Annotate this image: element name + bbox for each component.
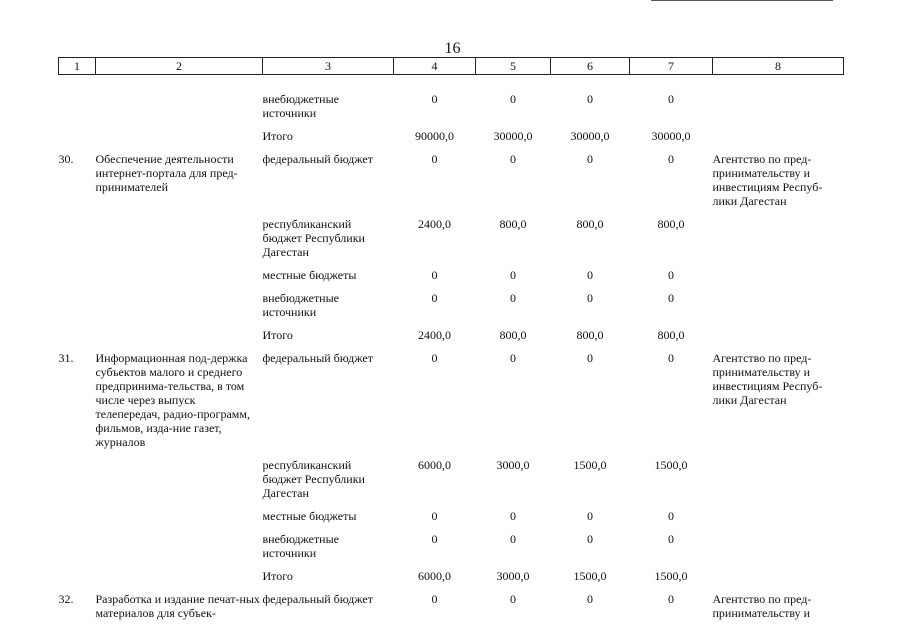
activity-name: Информационная под-держка субъектов малого и среднего предпринима-тельства, в том числе через выпуск телепередач, радио-программ, фильмов, изда-ние газет, журналов: [95, 351, 250, 449]
funding-source: местные бюджеты: [262, 268, 357, 282]
executor-cell: Агентство по пред-принимательству и инвестициям Респуб-лики Дагестан: [712, 152, 823, 208]
value-cell: 0: [431, 268, 438, 282]
value-cell: 0: [587, 291, 593, 305]
activity-name: [96, 500, 263, 523]
value-cell: 6000,0: [418, 569, 451, 583]
value-cell: 0: [668, 509, 674, 523]
program-table: [58, 57, 844, 620]
value-cell: 0: [587, 592, 593, 606]
value-cell: 0: [668, 268, 674, 282]
value-cell: 1500,0: [573, 569, 607, 583]
row-number: [59, 282, 96, 319]
executor-cell: [713, 75, 844, 121]
value-cell: 0: [510, 291, 516, 305]
value-cell: 0: [510, 92, 516, 106]
activity-name: [96, 208, 263, 259]
activity-name: [96, 523, 263, 560]
funding-source: федеральный бюджет: [262, 592, 373, 606]
activity-name: [96, 259, 263, 282]
executor-cell: [713, 120, 844, 143]
value-cell: 0: [587, 532, 593, 546]
value-cell: 0: [431, 152, 438, 166]
header-cell: 8: [713, 58, 844, 75]
value-cell: 0: [668, 291, 674, 305]
funding-source: внебюджетные источники: [262, 92, 339, 120]
table-row: [59, 75, 844, 121]
funding-source: Итого: [262, 129, 293, 143]
value-cell: 0: [431, 592, 438, 606]
row-number: 32.: [58, 592, 74, 606]
table-row: [59, 523, 844, 560]
value-cell: 0: [587, 268, 593, 282]
table-row: [59, 560, 844, 583]
value-cell: 0: [587, 152, 593, 166]
funding-source: федеральный бюджет: [262, 351, 373, 365]
value-cell: 0: [510, 509, 516, 523]
executor-cell: Агентство по пред-принимательству и инвестициям Респуб-лики Дагестан: [712, 351, 823, 407]
row-number: [59, 120, 96, 143]
executor-cell: [713, 319, 844, 342]
executor-cell: [713, 282, 844, 319]
page-number: 16: [444, 40, 461, 57]
row-number: [59, 500, 96, 523]
funding-source: Итого: [262, 569, 293, 583]
header-cell: 6: [551, 58, 630, 75]
value-cell: 0: [510, 268, 516, 282]
executor-cell: [713, 208, 844, 259]
value-cell: 0: [431, 291, 438, 305]
table-row: [59, 120, 844, 143]
value-cell: 0: [510, 592, 516, 606]
table-row: [59, 282, 844, 319]
value-cell: 3000,0: [496, 569, 530, 583]
header-cell: 4: [394, 58, 476, 75]
row-number: 31.: [58, 351, 74, 365]
top-rule: [651, 0, 833, 1]
value-cell: 0: [668, 351, 674, 365]
activity-name: [96, 120, 263, 143]
value-cell: 0: [510, 152, 516, 166]
table-row: [59, 449, 844, 500]
executor-cell: [713, 523, 844, 560]
row-number: [59, 523, 96, 560]
header-cell: 2: [96, 58, 263, 75]
value-cell: 800,0: [657, 217, 685, 231]
executor-cell: [713, 259, 844, 282]
activity-name: Обеспечение деятельности интернет-портала для пред-принимателей: [95, 152, 238, 194]
activity-name: Разработка и издание печат-ных материалов для субъек-: [95, 592, 260, 620]
activity-name: [96, 319, 263, 342]
table-row: [59, 319, 844, 342]
table-row: [59, 208, 844, 259]
value-cell: 0: [668, 92, 674, 106]
funding-source: внебюджетные источники: [262, 532, 339, 560]
value-cell: 30000,0: [651, 129, 691, 143]
header-cell: 7: [630, 58, 713, 75]
row-number: [59, 259, 96, 282]
table-row: [59, 342, 844, 449]
table-row: [59, 583, 844, 620]
row-number: [59, 208, 96, 259]
value-cell: 0: [587, 92, 593, 106]
row-number: [59, 449, 96, 500]
value-cell: 0: [668, 152, 674, 166]
executor-cell: [713, 560, 844, 583]
value-cell: 800,0: [657, 328, 685, 342]
value-cell: 0: [668, 592, 674, 606]
value-cell: 800,0: [499, 217, 527, 231]
value-cell: 0: [510, 532, 516, 546]
header-row: [59, 58, 844, 75]
header-cell: 5: [476, 58, 551, 75]
value-cell: 3000,0: [496, 458, 530, 472]
row-number: 30.: [58, 152, 74, 166]
value-cell: 90000,0: [415, 129, 454, 143]
value-cell: 0: [431, 351, 438, 365]
value-cell: 30000,0: [570, 129, 610, 143]
value-cell: 800,0: [576, 328, 604, 342]
executor-cell: [713, 500, 844, 523]
funding-source: республиканский бюджет Республики Дагестан: [262, 458, 365, 500]
funding-source: республиканский бюджет Республики Дагестан: [262, 217, 365, 259]
value-cell: 2400,0: [418, 217, 451, 231]
value-cell: 2400,0: [418, 328, 451, 342]
funding-source: федеральный бюджет: [262, 152, 373, 166]
activity-name: [96, 449, 263, 500]
value-cell: 800,0: [499, 328, 527, 342]
value-cell: 1500,0: [573, 458, 607, 472]
table-row: [59, 500, 844, 523]
activity-name: [96, 282, 263, 319]
value-cell: 0: [587, 509, 593, 523]
activity-name: [96, 75, 263, 121]
value-cell: 0: [431, 509, 438, 523]
value-cell: 0: [668, 532, 674, 546]
funding-source: внебюджетные источники: [262, 291, 339, 319]
executor-cell: Агентство по пред-принимательству и: [712, 592, 812, 620]
row-number: [59, 319, 96, 342]
value-cell: 0: [431, 92, 438, 106]
value-cell: 30000,0: [493, 129, 533, 143]
row-number: [59, 75, 96, 121]
header-cell: 1: [59, 58, 96, 75]
value-cell: 0: [587, 351, 593, 365]
value-cell: 1500,0: [654, 569, 688, 583]
table-row: [59, 259, 844, 282]
table-row: [59, 143, 844, 208]
row-number: [59, 560, 96, 583]
header-cell: 3: [263, 58, 394, 75]
value-cell: 1500,0: [654, 458, 688, 472]
value-cell: 0: [510, 351, 516, 365]
value-cell: 0: [431, 532, 438, 546]
funding-source: местные бюджеты: [262, 509, 357, 523]
value-cell: 800,0: [576, 217, 604, 231]
funding-source: Итого: [262, 328, 293, 342]
activity-name: [96, 560, 263, 583]
value-cell: 6000,0: [418, 458, 451, 472]
executor-cell: [713, 449, 844, 500]
